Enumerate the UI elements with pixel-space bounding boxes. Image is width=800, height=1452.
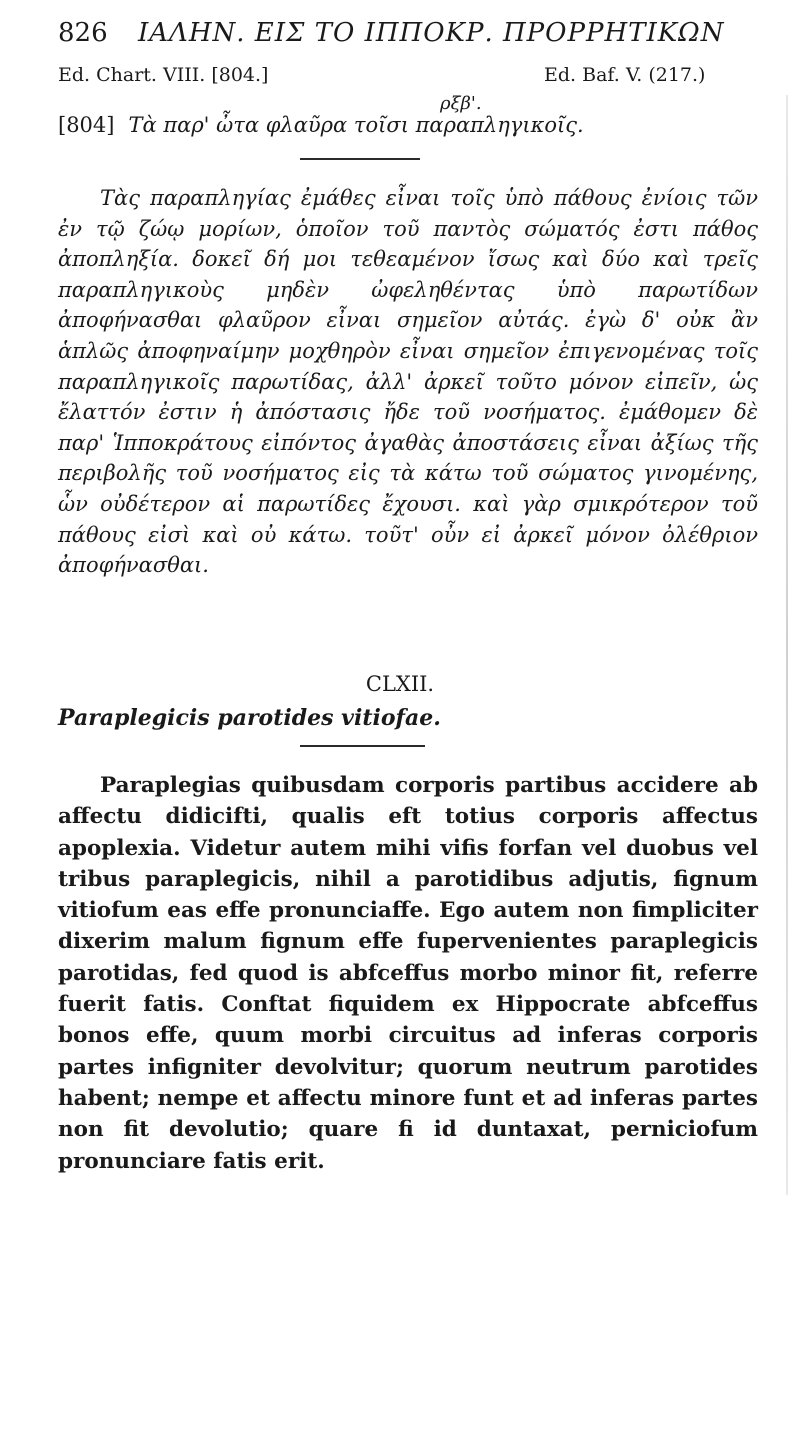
greek-section-number: ρξβ'. [440, 93, 482, 114]
edition-references [58, 64, 758, 90]
latin-lemma-title: Paraplegicis parotides vitiofae. [58, 705, 441, 731]
bracket-page-ref: [804] [58, 113, 115, 137]
latin-section-number: CLXII. [365, 672, 435, 696]
page-edge-shadow [786, 95, 788, 1195]
running-header [58, 18, 758, 52]
latin-commentary: Paraplegias quibusdam corporis partibus accidere ab affectu didicifti, qualis eft totius corporis affectus apoplexia. Videtur autem mihi vifis forfan vel duobus vel tribus paraplegicis, nihil a parotidibus adjutis, fignum vitiofum eas effe pronunciaffe. Ego autem non fimpliciter dixerim malum fignum effe fupervenientes paraplegicis parotidas, fed quod is abfceffus morbo minor fit, referre fuerit fatis. Conftat fiquidem ex Hippocrate abfceffus bonos effe, quum morbi circuitus ad inferas corporis partes infigniter devolvitur; quorum neutrum parotides habent; nempe et affectu minore funt et ad inferas partes non fit devolutio; quare fi id duntaxat, perniciofum pronunciare fatis erit. [58, 773, 758, 1174]
greek-commentary: Τὰς παραπληγίας ἐμάθες εἶναι τοῖς ὑπὸ πάθους ἐνίοις τῶν ἐν τῷ ζώῳ μορίων, ὁποῖον τοῦ παντὸς σώματός ἐστι πάθος ἀποπληξία. δοκεῖ δή μοι τεθεαμένον ἴσως καὶ δύο καὶ τρεῖς παραπληγικοὺς μηδὲν ὠφεληθέντας ὑπὸ παρωτίδων ἀποφήνασθαι φλαῦρον εἶναι σημεῖον αὐτάς. ἐγὼ δ' οὐκ ἂν ἁπλῶς ἀποφηναίμην μοχθηρὸν εἶναι σημεῖον ἐπιγενομένας τοῖς παραπληγικοῖς παρωτίδας, ἀλλ' ἀρκεῖ τοῦτο μόνον εἰπεῖν, ὡς ἔλαττόν ἐστιν ἡ ἀπόστασις ἤδε τοῦ νοσήματος. ἐμάθομεν δὲ παρ' Ἱπποκράτους εἰπόντος ἀγαθὰς ἀποστάσεις εἶναι ἀξίως τῆς περιβολῆς τοῦ νοσήματος εἰς τὰ κάτω τοῦ σώματος γινομένης, ὧν οὐδέτερον αἱ παρωτίδες ἔχουσι. καὶ γὰρ σμικρότερον τοῦ πάθους εἰσὶ καὶ οὐ κάτω. τοῦτ' οὖν εἰ ἀρκεῖ μόνον ὀλέθριον ἀποφήνασθαι. [58, 186, 758, 578]
edition-ref-chartier: Ed. Chart. VIII. [804.] [58, 64, 269, 86]
running-title: ΙΑΛΗΝ. ΕΙΣ ΤΟ ΙΠΠΟΚΡ. ΠΡΟΡΡΗΤΙΚΩΝ [138, 18, 725, 48]
greek-lemma-title: Τὰ παρ' ὦτα φλαῦρα τοῖσι παραπληγικοῖς. [128, 113, 584, 137]
greek-section-rule [300, 158, 420, 160]
edition-ref-basel: Ed. Baf. V. (217.) [544, 64, 706, 86]
latin-section-rule [300, 745, 425, 747]
page-number: 826 [58, 18, 108, 48]
greek-lemma [58, 113, 758, 137]
